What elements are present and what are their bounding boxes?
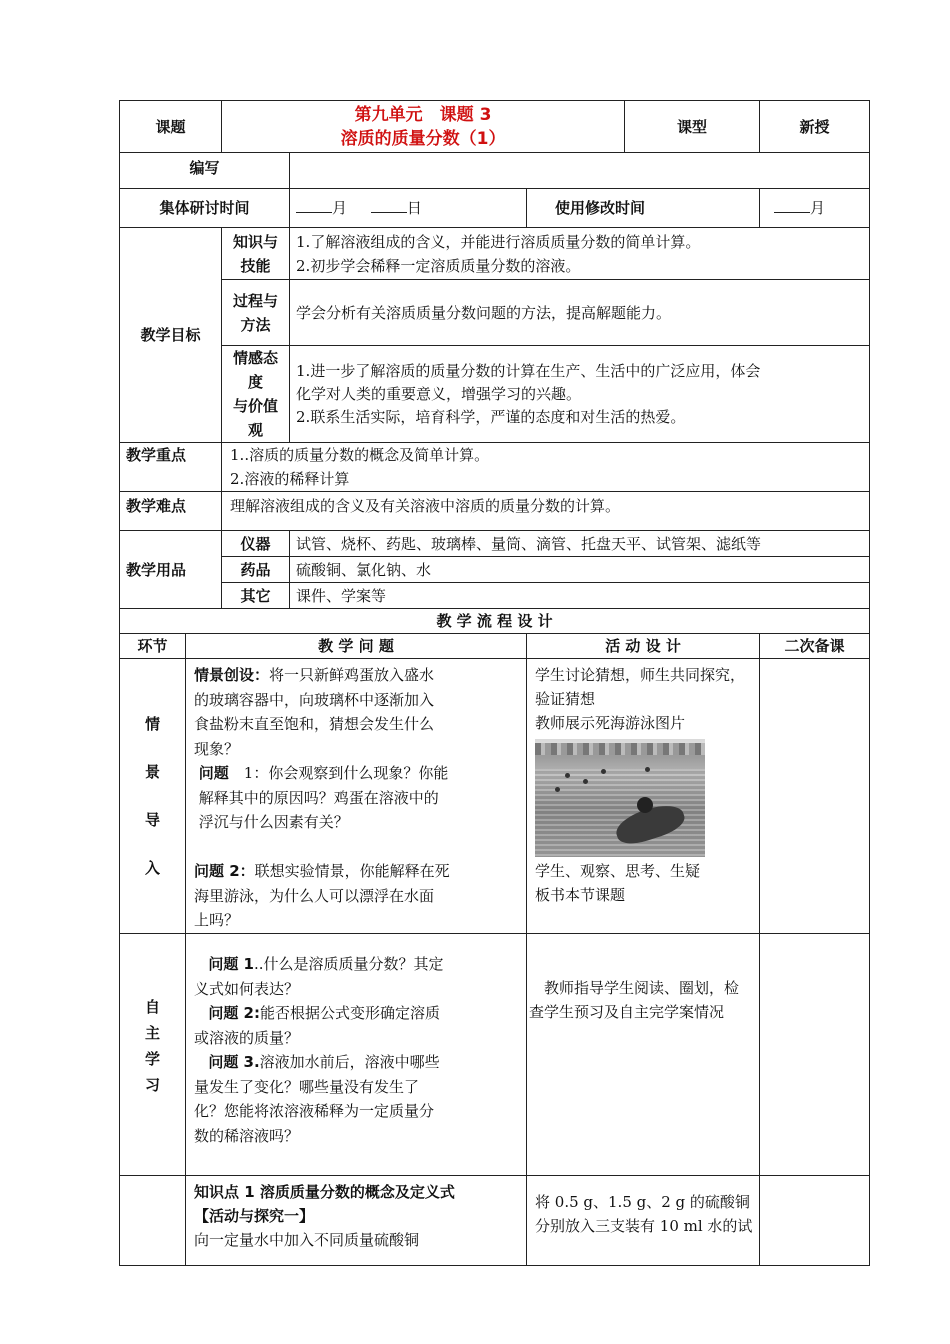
col-second-prep: 二次备课 <box>760 634 870 659</box>
emotion-goals: 1.进一步了解溶质的质量分数的计算在生产、生活中的广泛应用，体会 化学对人类的重要意义，增强学习的兴趣。 2.联系生活实际，培育科学，严谨的态度和对生活的热爱。 <box>290 346 870 443</box>
others-list: 课件、学案等 <box>290 583 870 609</box>
instruments-list: 试管、烧杯、药匙、玻璃棒、量筒、滴管、托盘天平、试管架、滤纸等 <box>290 531 870 557</box>
col-question: 教 学 问 题 <box>186 634 527 659</box>
label-lesson-type: 课型 <box>625 101 760 153</box>
question2-lead: 问题 2： <box>194 862 255 880</box>
month-label-2: 月 <box>810 199 826 217</box>
stage3-questions: 知识点 1 溶质质量分数的概念及定义式 【活动与探究一】 向一定量水中加入不同质量硫酸铜 <box>186 1176 527 1266</box>
group-time-value <box>290 189 527 228</box>
stage-intro: 情 景 导 入 <box>120 659 186 934</box>
s2-question1-lead: 问题 1 <box>208 955 254 973</box>
use-time-value <box>760 189 870 228</box>
s2-question3-lead: 问题 3. <box>208 1053 260 1071</box>
difficulty-content: 理解溶液组成的含义及有关溶液中溶质的质量分数的计算。 <box>222 492 870 531</box>
lesson-plan-table <box>119 100 870 1266</box>
drugs-list: 硫酸铜、氯化钠、水 <box>290 557 870 583</box>
col-activity: 活 动 设 计 <box>527 634 760 659</box>
stage1-questions: 情景创设：将一只新鲜鸡蛋放入盛水 的玻璃容器中，向玻璃杯中逐渐加入 食盐粉末直至饱和，猜想会发生什么 现象？ 问题 1：你会观察到什么现象？你能 解释其中的原因吗？鸡蛋在溶液中的 浮沉与什么因素有关？ 问题 2：联想实验情景，你能解释在死 海里游泳，为什么人可以漂浮在水面 上吗？ <box>186 659 527 934</box>
stage-self-study: 自 主 学 习 <box>120 934 186 1176</box>
scenario-lead: 情景创设： <box>194 666 270 684</box>
lesson-title-line1: 第九单元 课题 3 <box>354 104 492 125</box>
stage2-questions: 问题 1..什么是溶质质量分数？其定 义式如何表达？ 问题 2:能否根据公式变形确定溶质 或溶液的质量？ 问题 3.溶液加水前后，溶液中哪些 量发生了变化？哪些量没有发生了 化？您能将浓溶液稀释为一定质量分 数的稀溶液吗？ <box>186 934 527 1176</box>
label-course: 课题 <box>120 101 222 153</box>
label-focus: 教学重点 <box>120 443 222 492</box>
month-blank <box>296 198 332 213</box>
knowledge-point-1: 知识点 1 溶质质量分数的概念及定义式 <box>194 1183 455 1201</box>
flow-title: 教 学 流 程 设 计 <box>120 609 870 634</box>
label-difficulty: 教学难点 <box>120 492 222 531</box>
process-goals: 学会分析有关溶质质量分数问题的方法，提高解题能力。 <box>290 280 870 346</box>
stage1-second-prep <box>760 659 870 934</box>
label-knowledge: 知识与 技能 <box>222 228 290 280</box>
label-author: 编写 <box>120 153 290 189</box>
dead-sea-swimming-photo <box>535 739 705 857</box>
month-label: 月 <box>332 199 348 217</box>
day-label: 日 <box>406 199 422 217</box>
col-stage: 环节 <box>120 634 186 659</box>
month-blank-2 <box>774 198 810 213</box>
label-emotion: 情感态度 与价值观 <box>222 346 290 443</box>
label-group-time: 集体研讨时间 <box>120 189 290 228</box>
label-drugs: 药品 <box>222 557 290 583</box>
lesson-type-value: 新授 <box>760 101 870 153</box>
stage2-activities: 教师指导学生阅读、圈划，检 查学生预习及自主完学案情况 <box>527 934 760 1176</box>
s2-question2-lead: 问题 2: <box>208 1004 260 1022</box>
lesson-title-line2: 溶质的质量分数（1） <box>340 128 506 149</box>
label-instruments: 仪器 <box>222 531 290 557</box>
day-blank <box>371 198 407 213</box>
stage1-activities: 学生讨论猜想，师生共同探究， 验证猜想 教师展示死海游泳图片 学生、观察、思考、生疑 板书本节课题 <box>527 659 760 934</box>
stage3-second-prep <box>760 1176 870 1266</box>
label-others: 其它 <box>222 583 290 609</box>
stage3-label <box>120 1176 186 1266</box>
knowledge-goals: 1.了解溶液组成的含义，并能进行溶质质量分数的简单计算。 2.初步学会稀释一定溶质质量分数的溶液。 <box>290 228 870 280</box>
label-materials: 教学用品 <box>120 531 222 609</box>
focus-content: 1..溶质的质量分数的概念及简单计算。 2.溶液的稀释计算 <box>222 443 870 492</box>
stage3-activities: 将 0.5 g、1.5 g、2 g 的硫酸铜 分别放入三支装有 10 ml 水的试 <box>527 1176 760 1266</box>
question1-lead: 问题 <box>198 764 229 782</box>
lesson-title <box>222 101 625 153</box>
author-value <box>290 153 870 189</box>
label-use-time: 使用修改时间 <box>527 189 760 228</box>
stage2-second-prep <box>760 934 870 1176</box>
label-teaching-goals: 教学目标 <box>120 228 222 443</box>
label-process: 过程与 方法 <box>222 280 290 346</box>
activity-explore-1: 【活动与探究一】 <box>194 1207 315 1225</box>
